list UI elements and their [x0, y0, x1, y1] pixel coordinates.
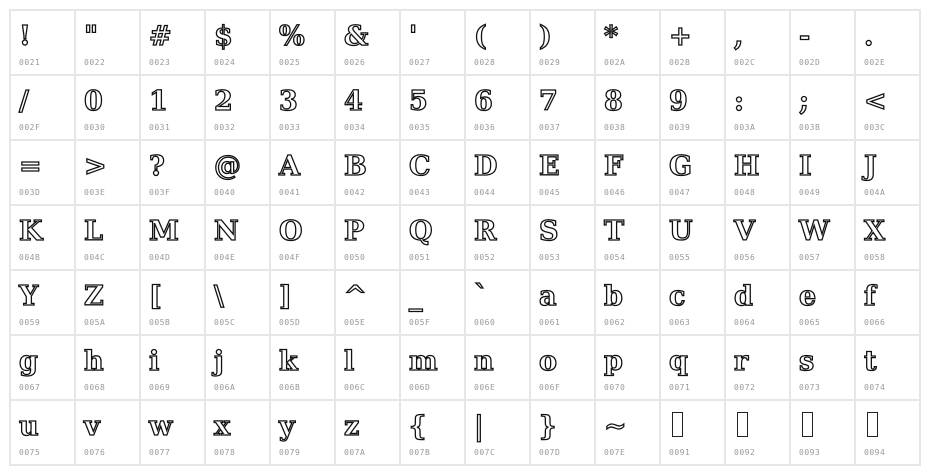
glyph-cell[interactable]: [401, 206, 466, 271]
glyph-preview: v: [84, 411, 100, 442]
glyph-preview: H: [734, 151, 760, 182]
glyph-cell[interactable]: [271, 206, 336, 271]
glyph-code-label: 003E: [84, 188, 106, 197]
missing-glyph-box-icon: [867, 412, 878, 437]
glyph-code-label: 0037: [539, 123, 561, 132]
glyph-cell[interactable]: [726, 76, 791, 141]
glyph-preview: 3: [279, 86, 298, 117]
glyph-code-label: 0074: [864, 383, 886, 392]
glyph-code-label: 002B: [669, 58, 691, 67]
glyph-cell[interactable]: [76, 76, 141, 141]
glyph-code-label: 002E: [864, 58, 886, 67]
glyph-code-label: 0041: [279, 188, 301, 197]
glyph-code-label: 0073: [799, 383, 821, 392]
glyph-code-label: 007C: [474, 448, 496, 457]
glyph-cell[interactable]: [596, 11, 661, 76]
glyph-cell[interactable]: [466, 336, 531, 401]
glyph-cell[interactable]: [531, 76, 596, 141]
glyph-code-label: 0045: [539, 188, 561, 197]
glyph-preview: *: [604, 21, 619, 52]
glyph-code-label: 0025: [279, 58, 301, 67]
glyph-preview: e: [799, 281, 817, 312]
glyph-cell[interactable]: [11, 76, 76, 141]
glyph-preview: F: [604, 151, 624, 182]
glyph-cell[interactable]: [856, 206, 921, 271]
glyph-cell[interactable]: [11, 336, 76, 401]
glyph-cell[interactable]: [531, 141, 596, 206]
glyph-cell[interactable]: [531, 401, 596, 466]
glyph-preview: M: [149, 216, 179, 247]
glyph-preview: R: [474, 216, 497, 247]
glyph-preview: ]: [279, 281, 292, 312]
glyph-code-label: 0029: [539, 58, 561, 67]
glyph-code-label: 006A: [214, 383, 236, 392]
glyph-cell[interactable]: [336, 271, 401, 336]
glyph-code-label: 0056: [734, 253, 756, 262]
glyph-code-label: 0091: [669, 448, 691, 457]
glyph-code-label: 0031: [149, 123, 171, 132]
glyph-preview: l: [344, 346, 355, 377]
glyph-cell[interactable]: [791, 336, 856, 401]
glyph-preview: :: [734, 86, 744, 117]
glyph-code-label: 0047: [669, 188, 691, 197]
glyph-code-label: 004B: [19, 253, 41, 262]
glyph-preview: p: [604, 346, 623, 377]
glyph-cell[interactable]: [791, 141, 856, 206]
glyph-code-label: 0058: [864, 253, 886, 262]
glyph-cell[interactable]: [76, 336, 141, 401]
glyph-code-label: 0062: [604, 318, 626, 327]
glyph-preview: k: [279, 346, 298, 377]
glyph-code-label: 0063: [669, 318, 691, 327]
glyph-cell[interactable]: [11, 401, 76, 466]
glyph-preview: ~: [604, 411, 627, 442]
glyph-preview: +: [669, 21, 692, 52]
glyph-code-label: 002F: [19, 123, 41, 132]
glyph-code-label: 0071: [669, 383, 691, 392]
glyph-cell[interactable]: [206, 336, 271, 401]
glyph-code-label: 006B: [279, 383, 301, 392]
glyph-cell[interactable]: [336, 76, 401, 141]
glyph-preview: >: [84, 151, 107, 182]
glyph-cell[interactable]: [726, 206, 791, 271]
glyph-code-label: 0069: [149, 383, 171, 392]
glyph-preview: D: [474, 151, 498, 182]
glyph-cell[interactable]: [11, 141, 76, 206]
glyph-cell[interactable]: [271, 76, 336, 141]
glyph-cell[interactable]: [791, 11, 856, 76]
glyph-code-label: 0022: [84, 58, 106, 67]
glyph-code-label: 003F: [149, 188, 171, 197]
glyph-cell[interactable]: [336, 141, 401, 206]
glyph-code-label: 005F: [409, 318, 431, 327]
glyph-code-label: 0028: [474, 58, 496, 67]
glyph-cell[interactable]: [271, 271, 336, 336]
glyph-code-label: 004F: [279, 253, 301, 262]
glyph-cell[interactable]: [76, 206, 141, 271]
glyph-preview: 6: [474, 86, 493, 117]
glyph-code-label: 0075: [19, 448, 41, 457]
glyph-code-label: 0079: [279, 448, 301, 457]
glyph-preview: x: [214, 411, 231, 442]
glyph-code-label: 0040: [214, 188, 236, 197]
glyph-code-label: 006F: [539, 383, 561, 392]
glyph-preview: ,: [734, 21, 744, 52]
glyph-cell[interactable]: [726, 336, 791, 401]
glyph-cell[interactable]: [76, 141, 141, 206]
glyph-preview: !: [19, 21, 31, 52]
glyph-preview: @: [214, 151, 241, 182]
glyph-code-label: 002D: [799, 58, 821, 67]
glyph-cell[interactable]: [856, 141, 921, 206]
glyph-preview: C: [409, 151, 431, 182]
glyph-preview: ?: [149, 151, 165, 182]
glyph-preview: 4: [344, 86, 363, 117]
glyph-code-label: 0024: [214, 58, 236, 67]
glyph-cell[interactable]: [791, 76, 856, 141]
glyph-code-label: 0023: [149, 58, 171, 67]
glyph-code-label: 004A: [864, 188, 886, 197]
glyph-code-label: 0050: [344, 253, 366, 262]
glyph-cell[interactable]: [336, 206, 401, 271]
glyph-code-label: 0026: [344, 58, 366, 67]
glyph-preview: 7: [539, 86, 558, 117]
glyph-preview: \: [214, 281, 224, 312]
glyph-code-label: 0052: [474, 253, 496, 262]
glyph-code-label: 006C: [344, 383, 366, 392]
glyph-cell[interactable]: [596, 336, 661, 401]
glyph-cell[interactable]: [466, 271, 531, 336]
glyph-preview: o: [539, 346, 558, 377]
glyph-code-label: 004E: [214, 253, 236, 262]
glyph-code-label: 0048: [734, 188, 756, 197]
glyph-code-label: 0067: [19, 383, 41, 392]
glyph-preview: [: [149, 281, 162, 312]
glyph-code-label: 0044: [474, 188, 496, 197]
glyph-code-label: 0054: [604, 253, 626, 262]
glyph-cell[interactable]: [76, 11, 141, 76]
glyph-code-label: 0077: [149, 448, 171, 457]
glyph-cell[interactable]: [596, 76, 661, 141]
glyph-code-label: 0092: [734, 448, 756, 457]
glyph-preview: ': [409, 21, 418, 52]
glyph-code-label: 0049: [799, 188, 821, 197]
glyph-cell[interactable]: [76, 401, 141, 466]
glyph-cell[interactable]: [531, 11, 596, 76]
glyph-cell[interactable]: [661, 11, 726, 76]
glyph-cell[interactable]: [11, 206, 76, 271]
glyph-preview: 5: [409, 86, 428, 117]
glyph-preview: q: [669, 346, 688, 377]
glyph-code-label: 005A: [84, 318, 106, 327]
glyph-cell[interactable]: [11, 11, 76, 76]
glyph-code-label: 007D: [539, 448, 561, 457]
glyph-code-label: 0042: [344, 188, 366, 197]
glyph-preview: }: [539, 411, 557, 442]
glyph-cell[interactable]: [401, 336, 466, 401]
glyph-preview: f: [864, 281, 876, 312]
glyph-cell[interactable]: [531, 206, 596, 271]
glyph-cell[interactable]: [271, 11, 336, 76]
glyph-preview: P: [344, 216, 365, 247]
glyph-cell[interactable]: [206, 141, 271, 206]
glyph-code-label: 0070: [604, 383, 626, 392]
glyph-preview: j: [214, 346, 224, 377]
glyph-cell[interactable]: [401, 271, 466, 336]
missing-glyph-box-icon: [802, 412, 813, 437]
glyph-code-label: 0059: [19, 318, 41, 327]
glyph-code-label: 005B: [149, 318, 171, 327]
glyph-code-label: 0021: [19, 58, 41, 67]
glyph-code-label: 0033: [279, 123, 301, 132]
glyph-cell[interactable]: [271, 141, 336, 206]
glyph-preview: ): [539, 21, 552, 52]
glyph-cell[interactable]: [336, 401, 401, 466]
glyph-cell[interactable]: [401, 401, 466, 466]
glyph-cell[interactable]: [206, 401, 271, 466]
glyph-preview: d: [734, 281, 753, 312]
glyph-cell[interactable]: [596, 141, 661, 206]
glyph-preview: |: [474, 411, 484, 442]
glyph-code-label: 0060: [474, 318, 496, 327]
glyph-code-label: 0078: [214, 448, 236, 457]
glyph-preview: n: [474, 346, 494, 377]
glyph-preview: K: [19, 216, 43, 247]
glyph-preview: 1: [149, 86, 168, 117]
glyph-preview: W: [799, 216, 830, 247]
glyph-code-label: 0038: [604, 123, 626, 132]
glyph-code-label: 0030: [84, 123, 106, 132]
glyph-cell[interactable]: [596, 271, 661, 336]
glyph-code-label: 005C: [214, 318, 236, 327]
glyph-preview: N: [214, 216, 239, 247]
glyph-cell[interactable]: [401, 141, 466, 206]
glyph-preview: {: [409, 411, 427, 442]
glyph-cell[interactable]: [856, 401, 921, 466]
glyph-code-label: 004C: [84, 253, 106, 262]
glyph-preview: z: [344, 411, 360, 442]
glyph-cell[interactable]: [791, 271, 856, 336]
glyph-preview: a: [539, 281, 557, 312]
glyph-code-label: 0034: [344, 123, 366, 132]
glyph-code-label: 003B: [799, 123, 821, 132]
glyph-preview: S: [539, 216, 559, 247]
glyph-cell[interactable]: [141, 76, 206, 141]
glyph-code-label: 007A: [344, 448, 366, 457]
glyph-preview: $: [214, 21, 233, 52]
glyph-preview: ^: [344, 281, 367, 312]
glyph-preview: 0: [84, 86, 103, 117]
glyph-code-label: 0064: [734, 318, 756, 327]
glyph-code-label: 002C: [734, 58, 756, 67]
glyph-preview: -: [799, 21, 811, 52]
glyph-preview: =: [19, 151, 42, 182]
glyph-cell[interactable]: [856, 336, 921, 401]
glyph-cell[interactable]: [791, 206, 856, 271]
glyph-preview: Y: [19, 281, 39, 312]
glyph-code-label: 005D: [279, 318, 301, 327]
missing-glyph-box-icon: [672, 412, 683, 437]
glyph-cell[interactable]: [466, 76, 531, 141]
glyph-code-label: 0051: [409, 253, 431, 262]
glyph-code-label: 0046: [604, 188, 626, 197]
glyph-cell[interactable]: [661, 141, 726, 206]
glyph-code-label: 004D: [149, 253, 171, 262]
glyph-cell[interactable]: [856, 76, 921, 141]
glyph-preview: I: [799, 151, 812, 182]
glyph-preview: L: [84, 216, 103, 247]
glyph-preview: ": [84, 21, 99, 52]
glyph-code-label: 0066: [864, 318, 886, 327]
glyph-cell[interactable]: [206, 11, 271, 76]
glyph-preview: (: [474, 21, 487, 52]
glyph-cell[interactable]: [791, 401, 856, 466]
glyph-code-label: 0055: [669, 253, 691, 262]
glyph-cell[interactable]: [661, 336, 726, 401]
glyph-preview: &: [344, 21, 369, 52]
glyph-preview: 8: [604, 86, 623, 117]
glyph-preview: i: [149, 346, 160, 377]
glyph-preview: h: [84, 346, 104, 377]
glyph-cell[interactable]: [596, 206, 661, 271]
glyph-code-label: 0068: [84, 383, 106, 392]
glyph-preview: 9: [669, 86, 688, 117]
glyph-cell[interactable]: [531, 336, 596, 401]
glyph-cell[interactable]: [141, 206, 206, 271]
glyph-preview: r: [734, 346, 749, 377]
glyph-cell[interactable]: [856, 271, 921, 336]
glyph-preview: #: [149, 21, 172, 52]
glyph-cell[interactable]: [726, 271, 791, 336]
glyph-preview: B: [344, 151, 367, 182]
glyph-preview: `: [474, 281, 488, 312]
glyph-code-label: 0036: [474, 123, 496, 132]
glyph-code-label: 0076: [84, 448, 106, 457]
glyph-preview: E: [539, 151, 560, 182]
glyph-cell[interactable]: [271, 336, 336, 401]
glyph-preview: 2: [214, 86, 233, 117]
glyph-cell[interactable]: [141, 271, 206, 336]
glyph-cell[interactable]: [206, 206, 271, 271]
glyph-preview: m: [409, 346, 438, 377]
glyph-cell[interactable]: [141, 11, 206, 76]
glyph-preview: Z: [84, 281, 104, 312]
glyph-preview: g: [19, 346, 38, 377]
glyph-cell[interactable]: [271, 401, 336, 466]
glyph-code-label: 003D: [19, 188, 41, 197]
glyph-preview: /: [19, 86, 29, 117]
glyph-code-label: 007B: [409, 448, 431, 457]
glyph-preview: Q: [409, 216, 433, 247]
glyph-code-label: 0057: [799, 253, 821, 262]
glyph-cell[interactable]: [531, 271, 596, 336]
glyph-cell[interactable]: [466, 141, 531, 206]
glyph-code-label: 003A: [734, 123, 756, 132]
glyph-preview: V: [734, 216, 755, 247]
glyph-preview: O: [279, 216, 303, 247]
glyph-cell[interactable]: [466, 401, 531, 466]
glyph-preview: t: [864, 346, 877, 377]
glyph-cell[interactable]: [856, 11, 921, 76]
glyph-preview: y: [279, 411, 295, 442]
glyph-code-label: 0094: [864, 448, 886, 457]
glyph-cell[interactable]: [661, 76, 726, 141]
glyph-preview: <: [864, 86, 887, 117]
glyph-code-label: 007E: [604, 448, 626, 457]
glyph-preview: .: [864, 21, 874, 52]
glyph-code-label: 005E: [344, 318, 366, 327]
glyph-cell[interactable]: [401, 11, 466, 76]
glyph-code-label: 0027: [409, 58, 431, 67]
glyph-cell[interactable]: [726, 401, 791, 466]
glyph-code-label: 006D: [409, 383, 431, 392]
glyph-preview: s: [799, 346, 815, 377]
glyph-code-label: 0053: [539, 253, 561, 262]
glyph-preview: b: [604, 281, 623, 312]
glyph-preview: c: [669, 281, 686, 312]
glyph-code-label: 0032: [214, 123, 236, 132]
glyph-cell[interactable]: [466, 11, 531, 76]
glyph-cell[interactable]: [206, 271, 271, 336]
glyph-preview: %: [279, 21, 305, 52]
glyph-cell[interactable]: [11, 271, 76, 336]
glyph-code-label: 006E: [474, 383, 496, 392]
glyph-cell[interactable]: [661, 401, 726, 466]
glyph-code-label: 0043: [409, 188, 431, 197]
glyph-code-label: 0061: [539, 318, 561, 327]
glyph-code-label: 002A: [604, 58, 626, 67]
glyph-cell[interactable]: [466, 206, 531, 271]
glyph-cell[interactable]: [726, 11, 791, 76]
glyph-code-label: 0039: [669, 123, 691, 132]
glyph-code-label: 003C: [864, 123, 886, 132]
glyph-preview: u: [19, 411, 39, 442]
glyph-cell[interactable]: [661, 206, 726, 271]
glyph-cell[interactable]: [401, 76, 466, 141]
glyph-preview: T: [604, 216, 625, 247]
glyph-cell[interactable]: [141, 401, 206, 466]
glyph-cell[interactable]: [206, 76, 271, 141]
glyph-code-label: 0035: [409, 123, 431, 132]
glyph-grid: [9, 9, 921, 466]
glyph-code-label: 0072: [734, 383, 756, 392]
glyph-preview: G: [669, 151, 693, 182]
glyph-cell[interactable]: [76, 271, 141, 336]
glyph-code-label: 0093: [799, 448, 821, 457]
glyph-code-label: 0065: [799, 318, 821, 327]
glyph-preview: J: [864, 151, 877, 182]
glyph-cell[interactable]: [336, 11, 401, 76]
glyph-preview: U: [669, 216, 693, 247]
glyph-cell[interactable]: [336, 336, 401, 401]
glyph-cell[interactable]: [141, 336, 206, 401]
glyph-cell[interactable]: [141, 141, 206, 206]
glyph-preview: ;: [799, 86, 809, 117]
glyph-cell[interactable]: [596, 401, 661, 466]
glyph-cell[interactable]: [661, 271, 726, 336]
glyph-preview: A: [279, 151, 300, 182]
glyph-cell[interactable]: [726, 141, 791, 206]
glyph-preview: w: [149, 411, 173, 442]
glyph-preview: X: [864, 216, 885, 247]
glyph-preview: _: [409, 281, 423, 312]
missing-glyph-box-icon: [737, 412, 748, 437]
